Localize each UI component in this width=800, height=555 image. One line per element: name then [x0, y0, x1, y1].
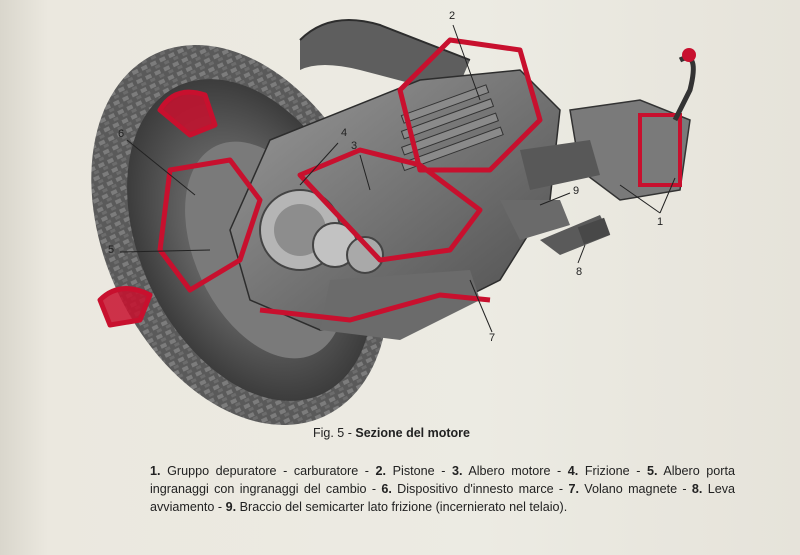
callout-3: 3 [351, 140, 358, 152]
legend-item: 2. Pistone - [375, 464, 452, 478]
legend-item: 5. Albero porta ingranaggi con ingranaggi del cambio - [150, 464, 735, 496]
callout-6: 6 [118, 128, 125, 140]
callout-7: 7 [489, 332, 496, 344]
legend-item: 4. Frizione - [567, 464, 647, 478]
legend-item: 3. Albero motore - [451, 464, 568, 478]
callout-8: 8 [576, 266, 583, 278]
callout-2: 2 [449, 10, 456, 22]
legend-item: 6. Dispositivo d'innesto marce - [381, 482, 569, 496]
figure-title: Sezione del motore [355, 426, 470, 440]
legend-item: 9. Braccio del semicarter lato frizione (incernierato nel telaio). [225, 500, 568, 514]
figure-number: Fig. 5 - [313, 426, 352, 440]
callout-9: 9 [573, 185, 580, 197]
figure-legend [150, 462, 735, 516]
legend-item: 8. Leva avviamento - [150, 482, 735, 514]
figure-caption [313, 426, 470, 440]
callout-1: 1 [657, 216, 664, 228]
callout-4: 4 [341, 127, 348, 139]
legend-item: 7. Volano magnete - [568, 482, 692, 496]
legend-item: 1. Gruppo depuratore - carburatore - [150, 464, 376, 478]
callout-5: 5 [108, 244, 115, 256]
